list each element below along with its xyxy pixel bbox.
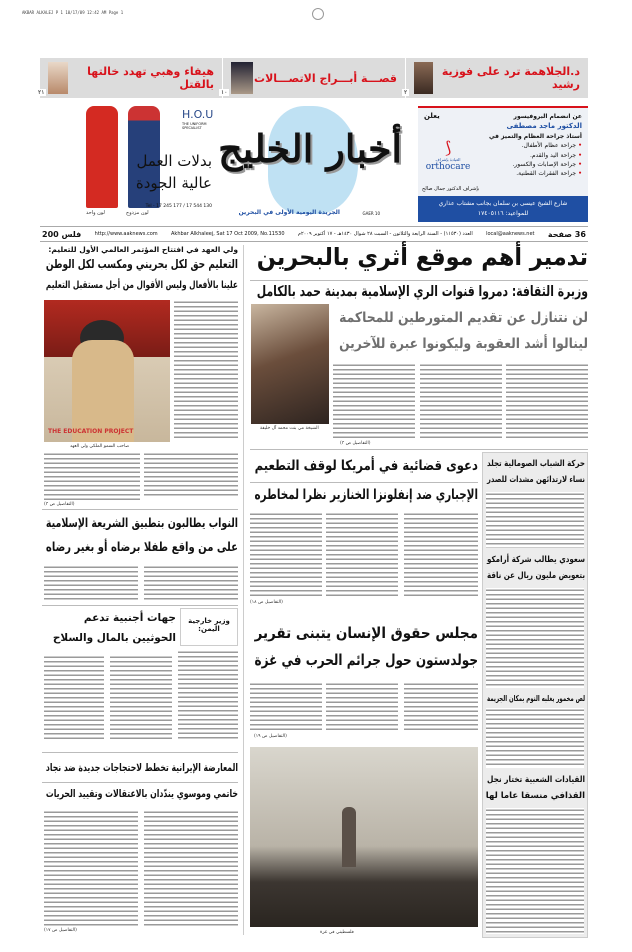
mps-headline-1[interactable]: النواب يطالبون بتطبيق الشريعة الإسلامية: [45, 515, 239, 530]
article-text: [144, 452, 238, 496]
newspaper-name: أخبار الخليج: [218, 126, 402, 171]
teaser-1[interactable]: [405, 58, 588, 98]
ad-line1: بدلات العمل: [136, 152, 212, 170]
mps-headline-2: على من واقع طفلا برضاه أو بغير رضاه: [45, 539, 239, 554]
brief-text: [486, 492, 584, 548]
page-count: 36 صفحة: [547, 229, 586, 239]
brief-title[interactable]: القيادات الشعبية تختار نجل: [487, 775, 585, 785]
service-item: • جراحة الفقرات القطنية.: [516, 170, 582, 178]
article-text: [420, 363, 502, 441]
yemen-headline-2: الحوثيين بالمال والسلاح: [52, 632, 176, 644]
left-kicker: ولي العهد في افتتاح المؤتمر العالمي الأول للتعليم:: [48, 245, 238, 254]
teaser-bar: [40, 58, 588, 98]
brand-arabic: العيادة بإشراف: [435, 157, 461, 162]
print-slug: AKBAR ALKALEJ P 1 10/17/09 12:42 AM Page 1: [22, 10, 124, 15]
service-item: • جراحة عظام الأطفال.: [521, 142, 582, 150]
ad-address: شارع الشيخ عيسى بن سلمان بجانب مشتاب عذاري للمواعيد: ١٧٤٠٥١١٦: [418, 196, 588, 222]
lead-deck-1: لن نتنازل عن تقديم المتورطين للمحاكمة: [339, 310, 588, 326]
lead-deck-2: لينالوا أشد العقوبة وليكونوا عبرة للآخرين: [339, 336, 588, 352]
details-link[interactable]: (التفاصيل ص ١٧): [44, 928, 77, 933]
hou-uniform-ad[interactable]: [40, 104, 216, 222]
red-coverall-image: [86, 106, 118, 208]
article-text: [144, 565, 238, 601]
caption-two-tone: لون مزدوج: [126, 210, 149, 216]
teaser-3[interactable]: [40, 58, 222, 98]
goldstone-headline-1[interactable]: مجلس حقوق الإنسان يتبنى تقرير: [254, 624, 478, 642]
masthead-logo: [218, 104, 410, 222]
education-headline-2: علينا بالأفعال وليس الأقوال من أجل مستقبل التعليم: [45, 280, 239, 291]
ad-announces: يعلن: [424, 112, 440, 120]
details-link[interactable]: (التفاصيل ص ٣): [340, 441, 371, 446]
brief-title[interactable]: حركة الشباب الصومالية تجلد: [487, 459, 585, 469]
teaser-title: هيفاء وهبي تهدد خالتها بالقتل: [87, 65, 214, 91]
teaser-photo: [38, 62, 68, 96]
email[interactable]: local@aaknews.net: [486, 231, 535, 237]
minister-photo: [251, 304, 329, 424]
iran-headline-2: خاتمي وموسوي يندّدان بالاعتقالات وتقييد الحريات: [45, 788, 239, 800]
brief-text: [486, 708, 584, 768]
article-text: [250, 512, 322, 598]
ad-title: أستاذ جراحة العظام والتميز في: [488, 133, 582, 141]
article-text: [506, 363, 588, 441]
photo-caption: الشيخة مي بنت محمد آل خليفة: [260, 426, 319, 431]
article-text: [178, 650, 238, 739]
crown-prince-photo: [44, 300, 170, 442]
orthocare-logo: [422, 138, 474, 172]
brief-title: القذافي منسقا عاما لها: [485, 791, 585, 801]
caption-one-color: لون واحد: [86, 210, 105, 216]
article-text: [110, 655, 172, 739]
hou-logo: H.O.U: [182, 108, 214, 121]
goldstone-headline-2: جولدستون حول جرائم الحرب في غزة: [254, 651, 478, 669]
ad-joined: عن انضمام البروفيسور: [513, 113, 582, 120]
ad-doctor: الدكتور ماجد مصطفى: [506, 122, 582, 131]
brief-title[interactable]: سعودي يطالب شركة أرامكو: [487, 555, 585, 565]
tagline: الجريدة اليومية الأولى في البحرين: [238, 209, 340, 216]
service-item: • جراحة اليد والقدم.: [529, 151, 582, 159]
details-link[interactable]: (التفاصيل ص ١٩): [254, 734, 287, 739]
details-link[interactable]: (التفاصيل ص ١٨): [250, 600, 283, 605]
teaser-photo: [221, 62, 253, 96]
person-silhouette: [342, 807, 356, 867]
dateline: [40, 226, 588, 242]
article-text: [144, 810, 238, 926]
teaser-title: قصـــة أبـــراج الاتصـــالات: [254, 71, 397, 85]
brief-title: بتعويض مليون ريال عن ناقة: [486, 571, 585, 581]
photo-caption: فلسطيني في غزة: [320, 930, 354, 935]
article-text: [174, 300, 238, 440]
yemen-headline-1[interactable]: جهات أجنبية تدعم: [83, 612, 176, 624]
quote-box: [180, 608, 238, 646]
teaser-title: د.الجلاهمة ترد على فوزية رشيد: [441, 65, 580, 91]
article-text: [404, 512, 478, 598]
brand-name: orthocare: [425, 162, 471, 172]
article-text: [333, 363, 415, 441]
brief-text: [486, 808, 584, 934]
page-badge: ٢: [404, 89, 408, 96]
dateline-english: Akhbar Alkhaleej, Sat 17 Oct 2009, No.11530: [171, 231, 285, 237]
lead-headline[interactable]: تدمير أهم موقع أثري بالبحرين: [256, 243, 588, 271]
ad-tel: Tel - 17 245 177 / 17 544 130: [145, 204, 212, 209]
page-badge: ١٠: [221, 89, 228, 96]
ad-text: [472, 112, 582, 179]
article-text: [44, 655, 104, 739]
brief-title: نساء لارتدائهن مشدات للصدر: [486, 475, 585, 485]
teaser-photo: [404, 62, 433, 96]
teaser-2[interactable]: [222, 58, 405, 98]
spine-icon: ⟆: [444, 138, 452, 157]
flu-headline-1[interactable]: دعوى قضائية في أمريكا لوقف التطعيم: [254, 458, 478, 474]
service-item: • جراحة الإصابات والكسور.: [512, 161, 582, 169]
brief-title[interactable]: لص مخمور يغلبه النوم بمكان الجريمة: [486, 694, 585, 703]
abc-mark: GAER 10: [362, 211, 380, 216]
issue-info: العدد (١١٥٣٠) - السنة الرابعة والثلاثون - السبت ٢٨ شوال ١٤٣٠هـ - ١٧ أكتوبر ٢٠٠٩م: [297, 231, 473, 237]
article-text: [326, 682, 398, 732]
ad-line2: عالية الجودة: [135, 174, 212, 192]
article-text: [404, 682, 478, 732]
orthocare-ad[interactable]: [418, 106, 588, 222]
hou-sub: THE UNIFORM SPECIALIST: [182, 122, 207, 130]
gaza-photo: [250, 747, 478, 927]
article-text: [326, 512, 398, 598]
iran-headline-1[interactable]: المعارضة الإيرانية تخطط لاحتجاجات جديدة ضد نجاد: [45, 762, 239, 774]
page-badge: ٢١: [38, 89, 45, 96]
column-divider: [243, 245, 244, 935]
photo-backdrop-label: THE EDUCATION PROJECT: [48, 428, 134, 435]
registration-mark: [312, 8, 324, 20]
quote-box-label: وزير خارجية اليمن:: [188, 617, 230, 633]
lead-subhead: وزيرة الثقافة: دمروا قنوات الري الإسلامية بمدينة حمد بالكامل: [256, 284, 588, 300]
website-url[interactable]: http://www.aaknews.com: [94, 231, 158, 237]
price: 200 فلس: [42, 229, 82, 239]
brief-text: [486, 588, 584, 688]
article-text: [44, 565, 138, 601]
flu-headline-2: الإجباري ضد إنفلونزا الخنازير نظرا لمخاطره: [254, 487, 478, 503]
article-text: [44, 810, 138, 926]
photo-caption: صاحب السمو الملكي ولي العهد: [70, 444, 130, 449]
article-text: [250, 682, 322, 732]
figure-shape: [72, 340, 134, 442]
article-text: [44, 452, 140, 502]
details-link[interactable]: (التفاصيل ص ٣): [44, 502, 75, 507]
education-headline-1[interactable]: التعليم حق لكل بحريني ومكسب لكل الوطن: [45, 257, 238, 271]
ad-supervisor: بإشراف الدكتور جمال صالح: [422, 186, 480, 192]
